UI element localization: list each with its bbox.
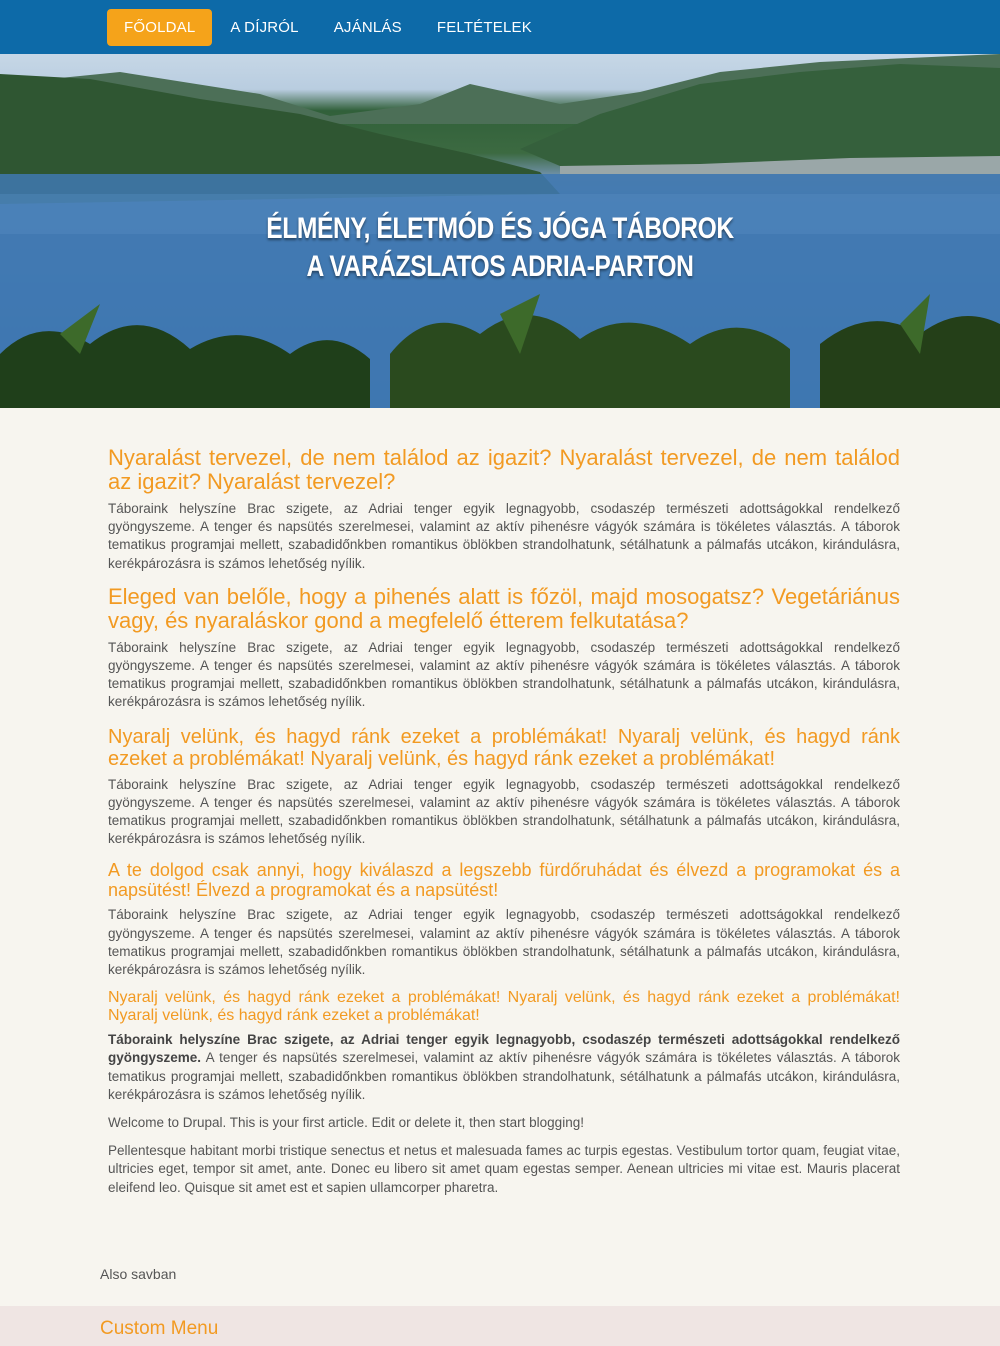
nav-item-fooldal[interactable]: FŐOLDAL xyxy=(107,9,212,46)
article-paragraph-1: Táboraink helyszíne Brac szigete, az Adriai tenger egyik legnagyobb, csodaszép természeti adottságokkal rendelkező gyöngyszeme. A tenger és napsütés szerelmesei, valamint az aktív pihenésre vágyók számára is tökéletes választás. A táborok tematikus programjai mellett, szabadidőnkben romantikus öblökben strandolhatunk, sétálhatunk a pálmafás utcákon, kirándulásra, kerékpározásra is számos lehetőség nyílik. xyxy=(108,501,900,571)
lorem-paragraph: Pellentesque habitant morbi tristique senectus et netus et malesuada fames ac turpis egestas. Vestibulum tortor quam, feugiat vitae, ultricies eget, tempor sit amet, ante. Donec eu libero sit amet quam egestas semper. Aenean ultricies mi vitae est. Mauris placerat eleifend leo. Quisque sit amet est et sapien ullamcorper pharetra. xyxy=(108,1143,900,1195)
hero-banner xyxy=(0,54,1000,408)
article-paragraph-5 xyxy=(108,1031,900,1104)
nav-item-feltetelek[interactable]: FELTÉTELEK xyxy=(436,18,532,36)
article-heading-5: Nyaralj velünk, és hagyd ránk ezeket a problémákat! Nyaralj velünk, és hagyd ránk ezeket a problémákat! Nyaralj velünk, és hagyd ránk ezeket a problémákat! xyxy=(108,989,900,1025)
article-content xyxy=(0,408,1000,1197)
hero-title-line-1: ÉLMÉNY, ÉLETMÓD ÉS JÓGA TÁBOROK xyxy=(266,212,734,245)
nav-item-ajanlas[interactable]: AJÁNLÁS xyxy=(333,18,402,36)
article-heading-2: Eleged van belőle, hogy a pihenés alatt is főzöl, majd mosogatsz? Vegetáriánus vagy, és nyaraláskor gond a megfelelő étterem felkutatása? xyxy=(108,583,900,633)
sidebar-block-label: Also savban xyxy=(100,1266,177,1282)
article-heading-4: A te dolgod csak annyi, hogy kiválaszd a legszebb fürdőruhádat és élvezd a programokat és a napsütést! Élvezd a programokat és a napsütést! xyxy=(108,860,900,901)
article-paragraph-3: Táboraink helyszíne Brac szigete, az Adriai tenger egyik legnagyobb, csodaszép természeti adottságokkal rendelkező gyöngyszeme. A tenger és napsütés szerelmesei, valamint az aktív pihenésre vágyók számára is tökéletes választás. A táborok tematikus programjai mellett, szabadidőnkben romantikus öblökben strandolhatunk, sétálhatunk a pálmafás utcákon, kirándulásra, kerékpározásra is számos lehetőség nyílik. xyxy=(108,776,900,847)
nav-item-a-dijrol[interactable]: A DÍJRÓL xyxy=(230,18,299,36)
article-heading-1: Nyaralást tervezel, de nem találod az igazit? Nyaralást tervezel, de nem találod az igazit? Nyaralást tervezel? xyxy=(108,445,900,494)
article-paragraph-2: Táboraink helyszíne Brac szigete, az Adriai tenger egyik legnagyobb, csodaszép természeti adottságokkal rendelkező gyöngyszeme. A tenger és napsütés szerelmesei, valamint az aktív pihenésre vágyók számára is tökéletes választás. A táborok tematikus programjai mellett, szabadidőnkben romantikus öblökben strandolhatunk, sétálhatunk a pálmafás utcákon, kirándulásra, kerékpározásra is számos lehetőség nyílik. xyxy=(108,639,900,710)
main-navigation xyxy=(0,0,1000,54)
article-paragraph-4: Táboraink helyszíne Brac szigete, az Adriai tenger egyik legnagyobb, csodaszép természeti adottságokkal rendelkező gyöngyszeme. A tenger és napsütés szerelmesei, valamint az aktív pihenésre vágyók számára is tökéletes választás. A táborok tematikus programjai mellett, szabadidőnkben romantikus öblökben strandolhatunk, sétálhatunk a pálmafás utcákon, kirándulásra, kerékpározásra is számos lehetőség nyílik. xyxy=(108,907,900,978)
custom-menu-title: Custom Menu xyxy=(100,1318,219,1339)
hero-title xyxy=(90,210,910,286)
hero-title-line-2: A VARÁZSLATOS ADRIA-PARTON xyxy=(306,250,694,283)
article-paragraph-5-rest: A tenger és napsütés szerelmesei, valamint az aktív pihenésre vágyók számára is tökéletes választás. A táborok tematikus programjai mellett, szabadidőnkben romantikus öblökben strandolhatunk, sétálhatunk a pálmafás utcákon, kirándulásra, kerékpározásra is számos lehetőség nyílik. xyxy=(108,1050,900,1102)
article-heading-3: Nyaralj velünk, és hagyd ránk ezeket a problémákat! Nyaralj velünk, és hagyd ránk ezeket a problémákat! Nyaralj velünk, és hagyd ránk ezeket a problémákat! xyxy=(108,725,900,770)
article-paragraph-5-bold: Táboraink helyszíne Brac szigete, az Adriai tenger egyik legnagyobb, csodaszép természeti adottságokkal rendelkező gyöngyszeme. xyxy=(108,1032,900,1066)
welcome-paragraph: Welcome to Drupal. This is your first article. Edit or delete it, then start blogging! xyxy=(108,1115,584,1131)
footer-region xyxy=(0,1306,1000,1346)
